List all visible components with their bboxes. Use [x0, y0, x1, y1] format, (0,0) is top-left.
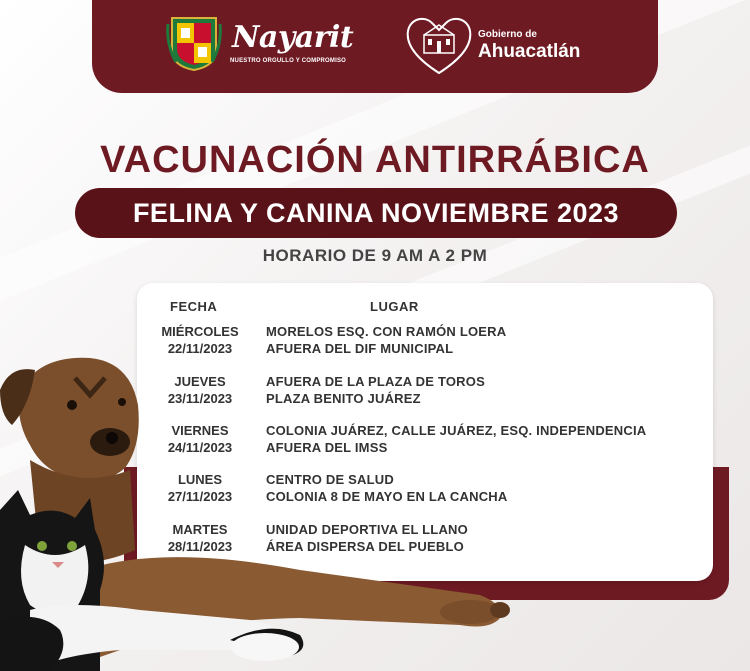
row-place-secondary: AFUERA DEL IMSS [266, 440, 388, 455]
row-place-secondary: PLAZA BENITO JUÁREZ [266, 391, 421, 406]
row-place-primary: MORELOS ESQ. CON RAMÓN LOERA [266, 324, 507, 339]
column-header-place: LUGAR [370, 299, 419, 314]
row-date: 27/11/2023 [167, 489, 233, 504]
row-place-primary: AFUERA DE LA PLAZA DE TOROS [266, 374, 485, 389]
row-date: 23/11/2023 [167, 391, 233, 406]
row-date: 22/11/2023 [167, 341, 233, 356]
row-place-primary: CENTRO DE SALUD [266, 472, 394, 487]
row-date: 28/11/2023 [167, 539, 233, 554]
row-place-primary: UNIDAD DEPORTIVA EL LLANO [266, 522, 468, 537]
row-place-secondary: COLONIA 8 DE MAYO EN LA CANCHA [266, 489, 508, 504]
row-place-primary: COLONIA JUÁREZ, CALLE JUÁREZ, ESQ. INDEPENDENCIA [266, 423, 647, 438]
subtitle-banner: FELINA Y CANINA NOVIEMBRE 2023 [75, 188, 677, 238]
row-day: VIERNES [171, 423, 229, 438]
nayarit-coat-of-arms-icon [166, 14, 222, 72]
row-place-secondary: AFUERA DEL DIF MUNICIPAL [266, 341, 454, 356]
row-place-secondary: ÁREA DISPERSA DEL PUEBLO [266, 539, 464, 554]
schedule-text: HORARIO DE 9 AM A 2 PM [262, 246, 488, 265]
row-day: JUEVES [174, 374, 226, 389]
dog-and-cat-illustration [0, 350, 520, 671]
row-date: 24/11/2023 [167, 440, 233, 455]
state-name: Nayarit [232, 20, 354, 55]
row-day: LUNES [177, 472, 223, 487]
row-day: MIÉRCOLES [161, 324, 239, 339]
column-header-date: FECHA [170, 299, 218, 314]
municipality-name: Ahuacatlán [478, 41, 581, 62]
ahuacatlan-heart-logo-icon [404, 13, 474, 77]
municipality-prefix: Gobierno de [478, 29, 537, 40]
state-slogan: NUESTRO ORGULLO Y COMPROMISO [230, 58, 347, 64]
page-title: VACUNACIÓN ANTIRRÁBICA [100, 139, 650, 181]
row-day: MARTES [172, 522, 228, 537]
